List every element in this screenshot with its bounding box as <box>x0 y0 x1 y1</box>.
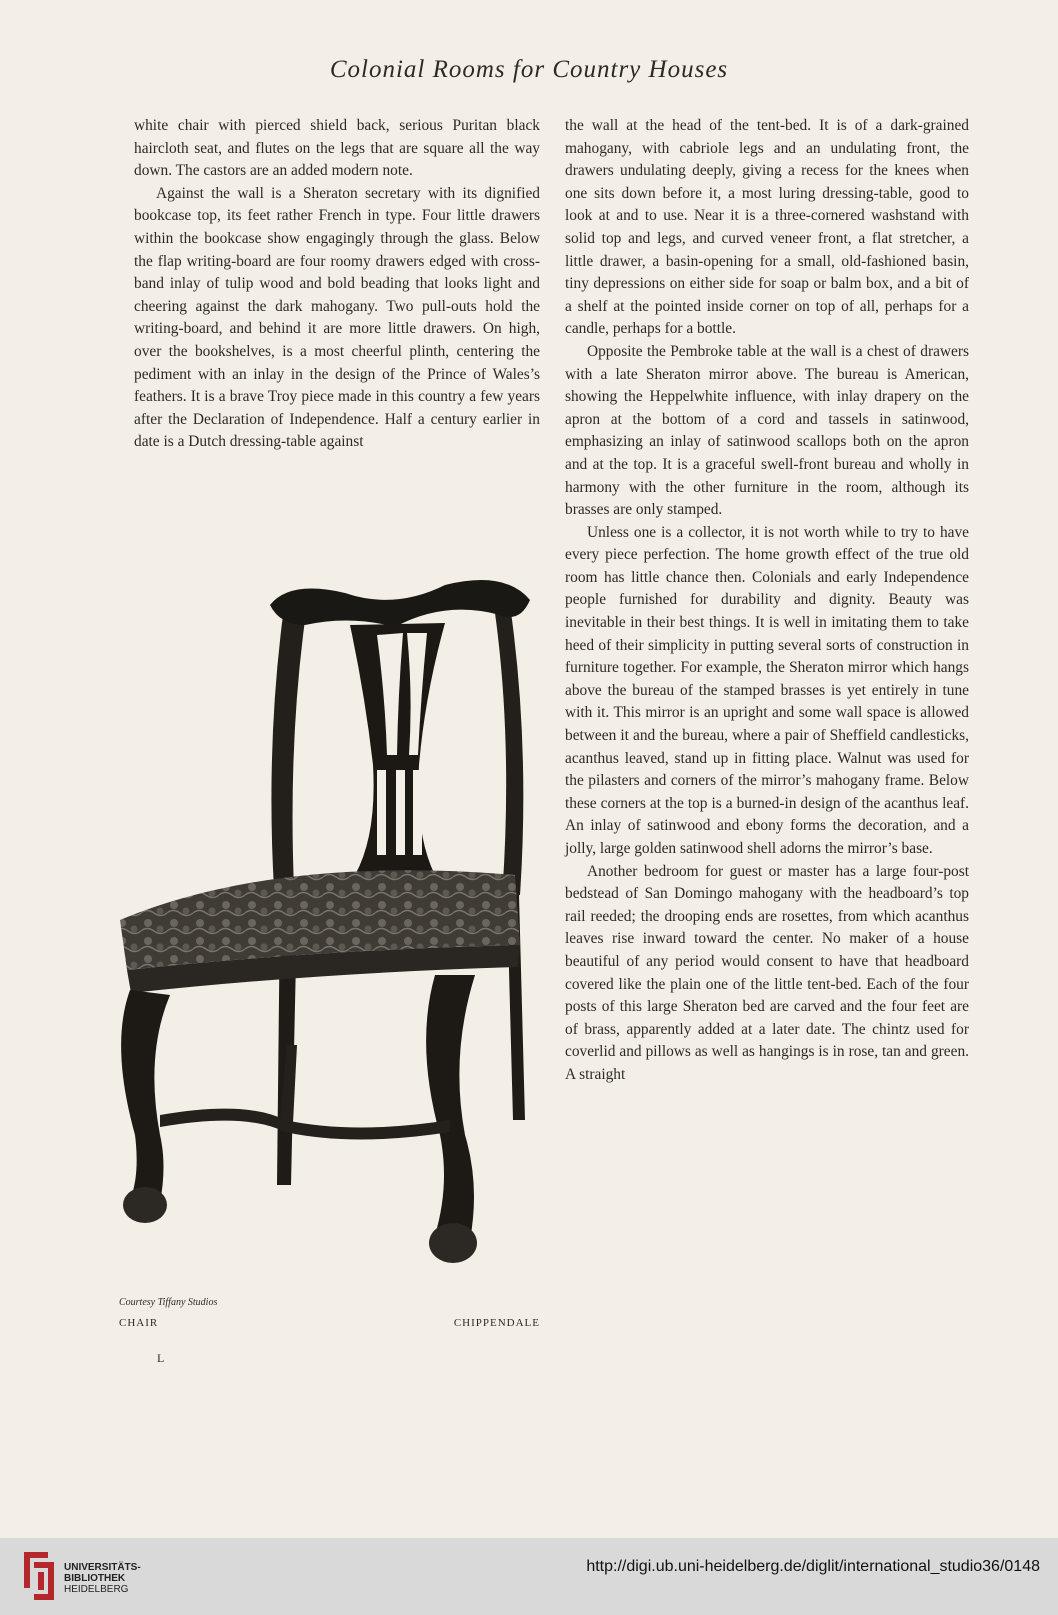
library-name-line: BIBLIOTHEK <box>64 1573 126 1584</box>
library-name-line: HEIDELBERG <box>64 1584 129 1595</box>
library-name <box>64 1562 141 1595</box>
heidelberg-library-logo-icon <box>18 1548 58 1604</box>
footer-bar <box>0 1538 1058 1615</box>
paragraph: Unless one is a collector, it is not worth while to try to have every piece perfection. The home growth effect of the true old room has little chance then. Colonials and early Independence people furnished for durability and dignity. Beauty was inevitable in their best things. It is well in imitating them to take heed of their simplicity in putting several sorts of construction in furniture together. For example, the Sheraton mirror which hangs above the bureau of the stamped brasses is yet entirely in tune with it. This mirror is an upright and some wall space is allowed between it and the bureau, where a pair of Sheffield candlesticks, acanthus leaved, stand up in fitting place. Walnut was used for the pilasters and corners of the mirror’s mahogany frame. Below these corners at the top is a burned-in design of the acanthus leaf. An inlay of satinwood and ebony forms the decoration, and a jolly, large golden satinwood shell adorns the mirror’s base. <box>565 523 969 857</box>
figure-caption-right: CHIPPENDALE <box>453 1317 540 1329</box>
page-folio: L <box>157 1351 165 1365</box>
chippendale-chair-illustration <box>115 575 545 1295</box>
source-url-link[interactable]: http://digi.ub.uni-heidelberg.de/diglit/international_studio36/0148 <box>586 1558 1040 1575</box>
paragraph: Against the wall is a Sheraton secretary with its dignified bookcase top, its feet rather French in type. Four little drawers within the bookcase show engagingly through the glass. Below the flap writing-board are four roomy drawers edged with cross-band inlay of tulip wood and bold beading that looks light and cheering against the dark mahogany. Two pull-outs hold the writing-board, and behind it are more little drawers. On high, over the bookshelves, is a most cheerful plinth, centering the pediment with an inlay in the design of the Prince of Wales’s feathers. It is a brave Troy piece made in this country a few years after the Declaration of Independence. Half a century earlier in date is a Dutch dressing-table against <box>134 184 540 451</box>
paragraph: white chair with pierced shield back, serious Puritan black haircloth seat, and flutes on the legs that are square all the way down. The castors are an added modern note. <box>134 117 540 180</box>
right-column <box>565 115 969 1087</box>
figure-caption-left: CHAIR <box>119 1317 159 1329</box>
figure-credit: Courtesy Tiffany Studios <box>119 1297 218 1308</box>
paragraph: the wall at the head of the tent-bed. It is of a dark-grained mahogany, with cabriole legs and an undulating front, the drawers undulating deeply, giving a recess for the knees when one sits down before it, a most luring dressing-table, good to look at and to use. Near it is a three-cornered washstand with solid top and legs, and curved veneer front, a flat stretcher, a little drawer, a basin-opening for a small, old-fashioned basin, tiny depressions on either side for soap or balm box, and a bit of a shelf at the pointed inside corner on top of all, perhaps for a candle, perhaps for a bottle. <box>565 117 969 338</box>
library-name-line: UNIVERSITÄTS- <box>64 1562 141 1573</box>
paragraph: Another bedroom for guest or master has a large four-post bedstead of San Domingo mahogany with the headboard’s top rail reeded; the drooping ends are rosettes, from which acanthus leaves rise inward toward the center. No maker of a house beautiful of any period would consent to have that headboard covered like the plain one of the little tent-bed. Each of the four posts of this large Sheraton bed are carved and the four feet are of brass, apparently added at a later date. The chintz used for coverlid and pillows as well as hangings is in rose, tan and green. A straight <box>565 862 969 1083</box>
page-title: Colonial Rooms for Country Houses <box>329 56 729 83</box>
left-column <box>134 115 540 454</box>
paragraph: Opposite the Pembroke table at the wall is a chest of drawers with a late Sheraton mirror above. The bureau is American, showing the Heppelwhite influence, with inlay drapery on the apron at the bottom of a cord and tassels in satinwood, emphasizing an inlay of satinwood scallops both on the apron and at the top. It is a graceful swell-front bureau and wholly in harmony with the other furniture in the room, although its brasses are only stamped. <box>565 342 969 519</box>
